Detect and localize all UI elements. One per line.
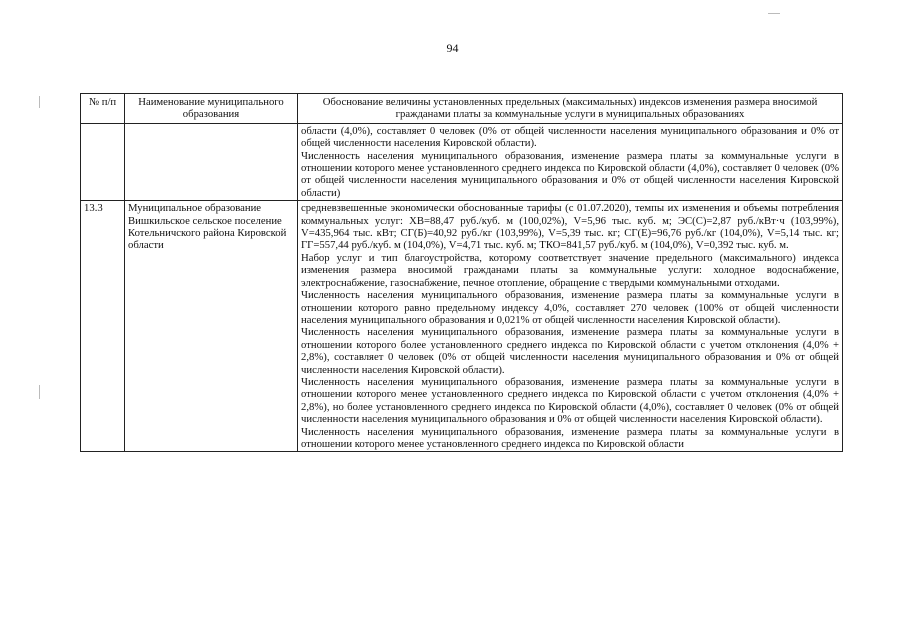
row-basis	[298, 123, 843, 200]
header-basis: Обоснование величины установленных предельных (максимальных) индексов изменения размера вносимой гражданами платы за коммунальные услуги в муниципальных образованиях	[298, 94, 843, 124]
header-num: № п/п	[81, 94, 125, 124]
basis-paragraph: Численность населения муниципального образования, изменение размера платы за коммунальные услуги в отношении которого менее установленного среднего индекса по Кировской области	[301, 425, 839, 450]
table-row	[81, 123, 843, 200]
basis-paragraph: Численность населения муниципального образования, изменение размера платы за коммунальные услуги в отношении которого менее установленного среднего индекса по Кировской области (4,0%), составляет 0 человек (0% от общей численности населения муниципального образования и 0% от общей численности населения Кировской области)	[301, 149, 839, 199]
header-name: Наименование муниципального образования	[125, 94, 298, 124]
basis-paragraph: Численность населения муниципального образования, изменение размера платы за коммунальные услуги в отношении которого более установленного среднего индекса по Кировской области с учетом отклонения (4,0% + 2,8%), составляет 0 человек (0% от общей численности населения муниципального образования и 0% от общей численности населения Кировской области).	[301, 326, 839, 376]
scan-mark	[39, 385, 40, 399]
basis-paragraph: Набор услуг и тип благоустройства, которому соответствует значение предельного (максимального) индекса изменения размера вносимой гражданами платы за коммунальные услуги: холодное водоснабжение, электроснабжение, газоснабжение, печное отопление, обращение с твердыми коммунальными отходами.	[301, 251, 839, 289]
table-header-row	[81, 94, 843, 124]
table-row	[81, 201, 843, 452]
basis-paragraph: Численность населения муниципального образования, изменение размера платы за коммунальные услуги в отношении которого равно предельному индексу 4,0%, составляет 270 человек (100% от общей численности населения муниципального образования и 0,021% от общей численности населения Кировской области).	[301, 289, 839, 326]
scan-mark	[768, 13, 780, 14]
basis-paragraph: Численность населения муниципального образования, изменение размера платы за коммунальные услуги в отношении которого менее установленного среднего индекса по Кировской области с учетом отклонения (4,0% + 2,8%), но более установленного среднего индекса по Кировской области (4,0%), составляет 0 человек (0% от общей численности населения муниципального образования и 0% от общей численности населения Кировской области).	[301, 375, 839, 426]
row-name	[125, 123, 298, 200]
row-basis	[298, 201, 843, 452]
scan-mark	[39, 96, 40, 108]
row-num: 13.3	[81, 201, 125, 452]
row-name: Муниципальное образование Вишкильское сельское поселение Котельничского района Кировской области	[125, 201, 298, 452]
page-number: 94	[446, 41, 459, 55]
indices-table	[80, 93, 843, 452]
basis-paragraph: средневзвешенные экономически обоснованные тарифы (с 01.07.2020), темпы их изменения и объемы потребления коммунальных услуг: ХВ=88,47 руб./куб. м (100,02%), V=5,96 тыс. куб. м; ЭС(С)=2,87 руб./кВт·ч (103,99%), V=435,964 тыс. кВт; СГ(Б)=40,92 руб./кг (103,99%), V=5,39 тыс. кг; СГ(Е)=96,76 руб./кг (104,0%), V=5,14 тыс. кг; ГГ=557,44 руб./куб. м (104,0%), V=4,71 тыс. куб. м; ТКО=841,57 руб./куб. м (104,0%), V=0,392 тыс. куб. м.	[301, 202, 839, 252]
row-num	[81, 123, 125, 200]
basis-paragraph: области (4,0%), составляет 0 человек (0% от общей численности населения муниципального образования и 0% от общей численности населения Кировской области).	[301, 124, 839, 150]
